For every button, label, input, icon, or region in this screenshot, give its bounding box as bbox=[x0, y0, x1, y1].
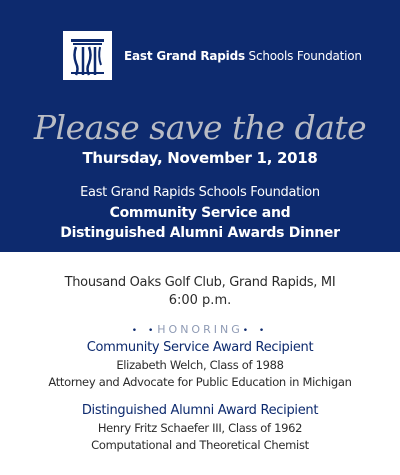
org-name-bold: East Grand Rapids bbox=[124, 49, 245, 63]
award1-description: Attorney and Advocate for Public Education in Michigan bbox=[48, 375, 352, 389]
dot-icon: • • bbox=[131, 326, 158, 336]
org-name-regular: Schools Foundation bbox=[248, 49, 362, 63]
event-time: 6:00 p.m. bbox=[168, 293, 232, 308]
dot-icon: • • bbox=[242, 326, 269, 336]
columns-logo-icon bbox=[63, 31, 112, 80]
award2-description: Computational and Theoretical Chemist bbox=[91, 438, 309, 452]
event-venue: Thousand Oaks Golf Club, Grand Rapids, MI bbox=[64, 275, 336, 290]
award2-title: Distinguished Alumni Award Recipient bbox=[81, 403, 319, 418]
event-title-line2: Distinguished Alumni Awards Dinner bbox=[60, 225, 340, 241]
event-title-line1: Community Service and bbox=[109, 205, 291, 221]
org-name bbox=[124, 49, 362, 63]
honoring-label: HONORING bbox=[157, 323, 243, 336]
award1-title: Community Service Award Recipient bbox=[86, 340, 314, 355]
event-organization: East Grand Rapids Schools Foundation bbox=[80, 185, 320, 200]
award2-name: Henry Fritz Schaefer III, Class of 1962 bbox=[97, 421, 303, 435]
award1-name: Elizabeth Welch, Class of 1988 bbox=[116, 358, 284, 372]
save-the-date-heading: Please save the date bbox=[33, 108, 367, 147]
event-date: Thursday, November 1, 2018 bbox=[82, 149, 318, 167]
honoring-divider bbox=[0, 323, 400, 336]
